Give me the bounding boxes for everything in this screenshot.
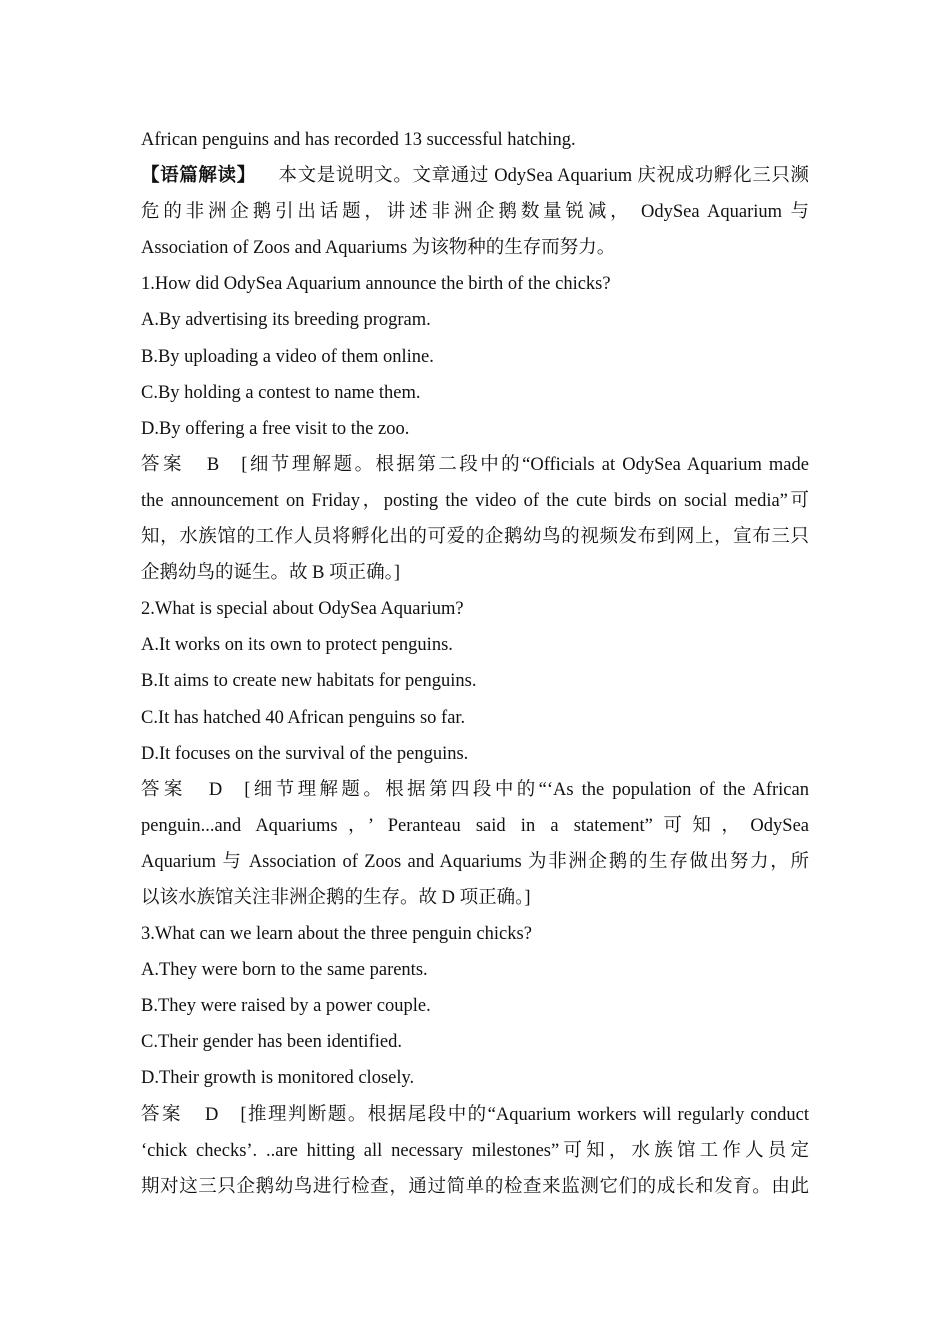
question-stem: 2.What is special about OdySea Aquarium? <box>141 599 464 620</box>
answer-explanation: the announcement on Friday，posting the video of the cute birds on social media”可 <box>141 490 809 511</box>
option-d: D.Their growth is monitored closely. <box>141 1068 415 1089</box>
answer-label: 答案 <box>141 779 187 800</box>
option-c: C.By holding a contest to name them. <box>141 382 421 403</box>
answer-explanation: [推理判断题。根据尾段中的“Aquarium workers will regularly conduct <box>240 1104 809 1125</box>
answer-label: 答案 <box>141 1104 183 1125</box>
question-stem: 3.What can we learn about the three penguin chicks? <box>141 924 532 945</box>
passage-analysis-line <box>141 158 809 194</box>
text-line: Association of Zoos and Aquariums 为该物种的生存而努力。 <box>141 238 616 259</box>
question-stem: 1.How did OdySea Aquarium announce the birth of the chicks? <box>141 274 611 295</box>
passage-analysis-label: 【语篇解读】 <box>141 166 256 187</box>
answer-explanation: 期对这三只企鹅幼鸟进行检查，通过简单的检查来监测它们的成长和发育。由此 <box>141 1176 809 1197</box>
answer-explanation: Aquarium 与 Association of Zoos and Aquariums 为非洲企鹅的生存做出努力，所 <box>141 851 809 872</box>
option-b: B.By uploading a video of them online. <box>141 346 434 367</box>
answer-explanation: 知，水族馆的工作人员将孵化出的可爱的企鹅幼鸟的视频发布到网上，宣布三只 <box>141 527 809 548</box>
answer-explanation: [细节理解题。根据第二段中的“Officials at OdySea Aquarium made <box>241 454 809 475</box>
answer-line <box>141 772 809 808</box>
option-a: A.By advertising its breeding program. <box>141 310 431 331</box>
answer-line <box>141 447 809 483</box>
answer-explanation: [细节理解题。根据第四段中的“‘As the population of the African <box>244 779 809 800</box>
option-d: D.By offering a free visit to the zoo. <box>141 418 410 439</box>
answer-line <box>141 1097 809 1133</box>
option-b: B.They were raised by a power couple. <box>141 996 431 1017</box>
answer-explanation: ‘chick checks’. ..are hitting all necessary milestones”可知，水族馆工作人员定 <box>141 1140 809 1161</box>
passage-analysis-text: 本文是说明文。文章通过 OdySea Aquarium 庆祝成功孵化三只濒 <box>277 166 809 187</box>
answer-letter: B <box>206 454 220 475</box>
option-d: D.It focuses on the survival of the penguins. <box>141 743 469 764</box>
answer-label: 答案 <box>141 454 185 475</box>
answer-explanation: 以该水族馆关注非洲企鹅的生存。故 D 项正确。] <box>141 887 531 908</box>
option-a: A.It works on its own to protect penguins. <box>141 635 453 656</box>
answer-letter: D <box>204 1104 219 1125</box>
answer-explanation: penguin...and Aquariums，’ Peranteau said in a statement”可知，OdySea <box>141 815 809 836</box>
answer-explanation: 企鹅幼鸟的诞生。故 B 项正确。] <box>141 563 401 584</box>
option-b: B.It aims to create new habitats for penguins. <box>141 671 477 692</box>
text-line: African penguins and has recorded 13 successful hatching. <box>141 130 576 150</box>
option-a: A.They were born to the same parents. <box>141 960 428 981</box>
text-line: 危的非洲企鹅引出话题，讲述非洲企鹅数量锐减， OdySea Aquarium 与 <box>141 202 809 223</box>
option-c: C.Their gender has been identified. <box>141 1032 402 1053</box>
option-c: C.It has hatched 40 African penguins so far. <box>141 707 466 728</box>
answer-letter: D <box>208 779 223 800</box>
